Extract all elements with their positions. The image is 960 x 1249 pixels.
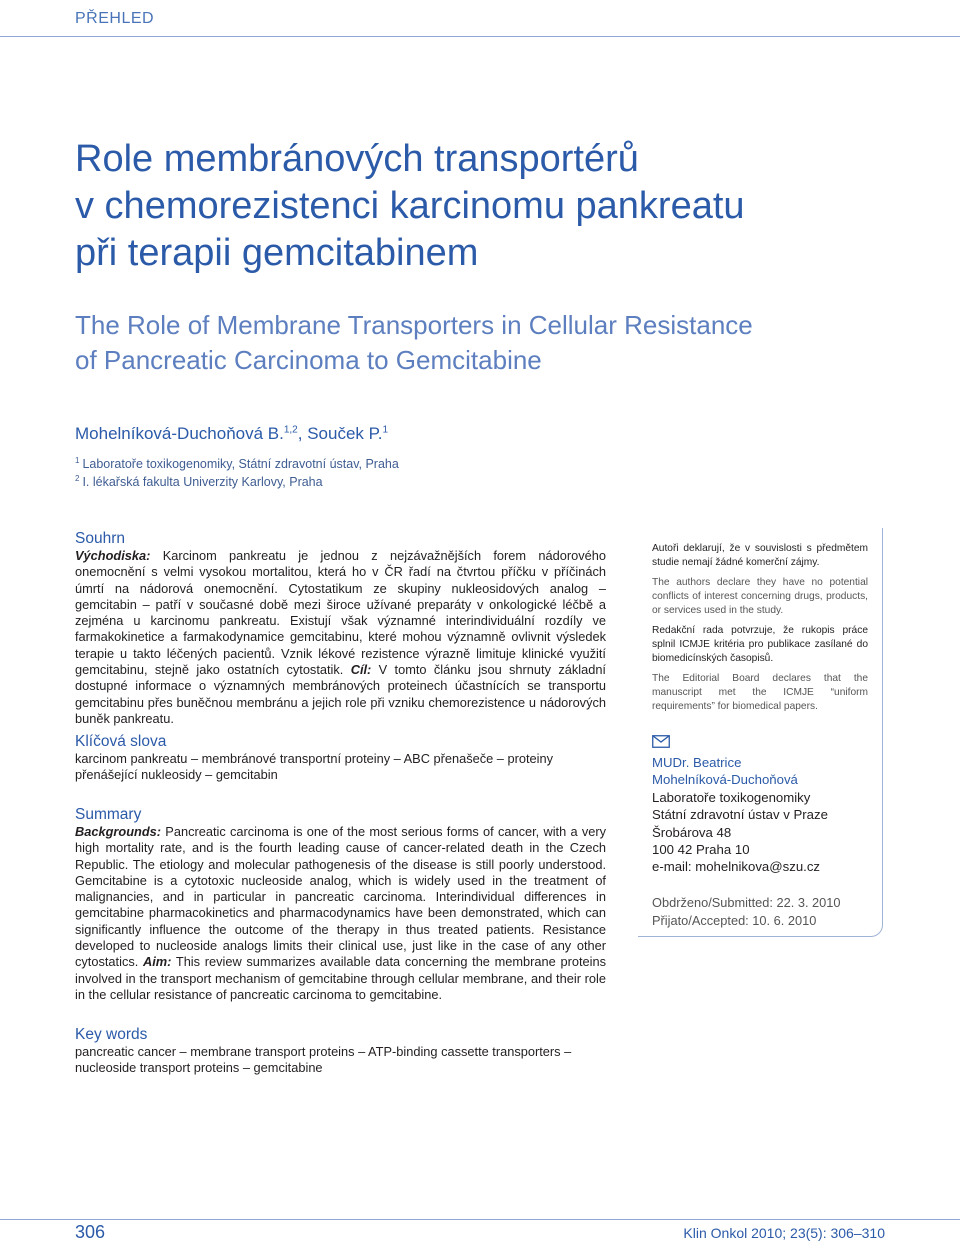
submission-dates [652,894,841,929]
header-divider [0,36,960,37]
author-list [75,424,388,444]
abstract-text: This review summarizes available data concerning the membrane proteins involved in the transport mechanism of gemcitabine through cellular membrane, and their role in the cellular resistance of pancreatic carcinoma to gemcitabine. [75,954,606,1002]
klicova-slova-heading: Klíčová slova [75,733,167,750]
section-label: PŘEHLED [75,10,155,27]
footer-divider [0,1219,960,1220]
abstract-text: Pancreatic carcinoma is one of the most serious forms of cancer, with a very high mortality rate, and is the fourth leading cause of cancer-related death in the Czech Republic. The etiology and molecular pathogenesis of the disease is still poorly understood. Gemcitabine is a cytotoxic nucleoside analog, which is widely used in the treatment of malignancies, and in particular in pancreatic carcinoma. Interindividual differences in gemcitabine pharmacokinetics and pharmacodynamics have been demonstrated, which can significantly influence the outcome of the therapy in thus treated patients. Resistance developed to nucleoside analogs limits their clinical use, just like in the case of any other cytostatics. [75,824,606,970]
abstract-label: Aim: [142,954,172,970]
contact-email[interactable]: e-mail: mohelnikova@szu.cz [652,859,821,875]
contact-line: Státní zdravotní ústav v Praze [652,807,828,823]
abstract-text: Karcinom pankreatu je jednou z nejzávažnějších forem nádorového onemocnění s velmi vysokou mortalitou, která ho v ČR řadí na čtvrtou příčku v příčinách úmrtí na nádorová onemocnění. Cytostatikum ze skupiny nukleosidových analog – gemcitabin – patří v současné době mezi široce užívané preparáty v onkologické léčbě a zejména u karcinomu pankreatu. Existují však významné interindividuální rozdíly ve farmakokinetice a farmakodynamice gemcitabinu, které mohou významně ovlivnit výsledek terapie u takto léčených pacientů. Vznik lékové rezistence výrazně limituje klinické využití gemcitabinu, stejně jako ostatních cytostatik. [75,548,606,678]
souhrn-abstract [75,548,606,727]
abstract-label: Východiska: [75,548,151,563]
klicova-slova-text: karcinom pankreatu – membránové transportní proteiny – ABC přenašeče – proteiny přenášející nukleosidy – gemcitabin [75,751,554,783]
title-english [75,308,875,378]
title-en-line: The Role of Membrane Transporters in Cellular Resistance [75,310,753,340]
journal-reference: Klin Onkol 2010; 23(5): 306–310 [683,1225,885,1241]
contact-line: Šrobárova 48 [652,824,732,840]
declaration-cz: Autoři deklarují, že v souvislosti s předmětem studie nemají žádné komerční zájmy. [652,543,868,568]
declaration-en: The authors declare they have no potential conflicts of interest concerning drugs, products, or services used in the study. [652,577,868,616]
affiliation-text: I. lékařská fakulta Univerzity Karlovy, Praha [82,475,323,490]
title-cz-line: v chemorezistenci karcinomu pankreatu [75,185,745,227]
contact-line: Laboratoře toxikogenomiky [652,789,811,805]
title-czech [75,136,875,277]
contact-name: MUDr. Beatrice [652,755,742,770]
summary-abstract [75,824,606,1003]
title-en-line: of Pancreatic Carcinoma to Gemcitabine [75,345,542,375]
author-separator: , [297,424,308,443]
affiliation-number: 2 [75,474,80,483]
abstract-label: Cíl: [350,662,372,678]
page-number: 306 [75,1222,106,1242]
title-cz-line: Role membránových transportérů [75,138,639,180]
author-name: Mohelníková-Duchoňová B. [75,424,284,443]
affiliation [75,456,399,471]
correspondence-address [652,754,880,876]
author-affil-ref: 1 [382,424,389,436]
key-words-text: pancreatic cancer – membrane transport proteins – ATP-binding cassette transporters – nucleoside transport proteins – gemcitabine [75,1044,572,1076]
affiliation-number: 1 [75,456,80,465]
editorial-cz: Redakční rada potvrzuje, že rukopis práce splnil ICMJE kritéria pro publikace zasílané do biomedicínských časopisů. [652,625,868,664]
title-cz-line: při terapii gemcitabinem [75,232,479,274]
contact-line: 100 42 Praha 10 [652,842,750,858]
abstract-text: V tomto článku jsou shrnuty základní dostupné informace o významných membránových proteinech účastnících se transportu gemcitabinu přes buněčnou membránu a jejich role při vzniku chemorezistence u nádorových buněk pankreatu. [75,662,606,726]
declarations-block [652,542,868,720]
accepted-date: Přijato/Accepted: 10. 6. 2010 [652,912,817,928]
affiliation-text: Laboratoře toxikogenomiky, Státní zdravotní ústav, Praha [82,457,399,472]
souhrn-heading: Souhrn [75,530,125,547]
abstract-label: Backgrounds: [75,824,162,839]
affiliation [75,474,323,489]
contact-name: Mohelníková-Duchoňová [652,772,798,788]
envelope-icon [652,735,670,748]
key-words-heading: Key words [75,1026,148,1043]
author-name: Souček P. [307,424,383,443]
summary-heading: Summary [75,806,142,823]
editorial-en: The Editorial Board declares that the manuscript met the ICMJE “uniform requirements” for biomedical papers. [652,673,868,712]
author-affil-ref: 1,2 [283,424,298,436]
submitted-date: Obdrženo/Submitted: 22. 3. 2010 [652,895,841,910]
